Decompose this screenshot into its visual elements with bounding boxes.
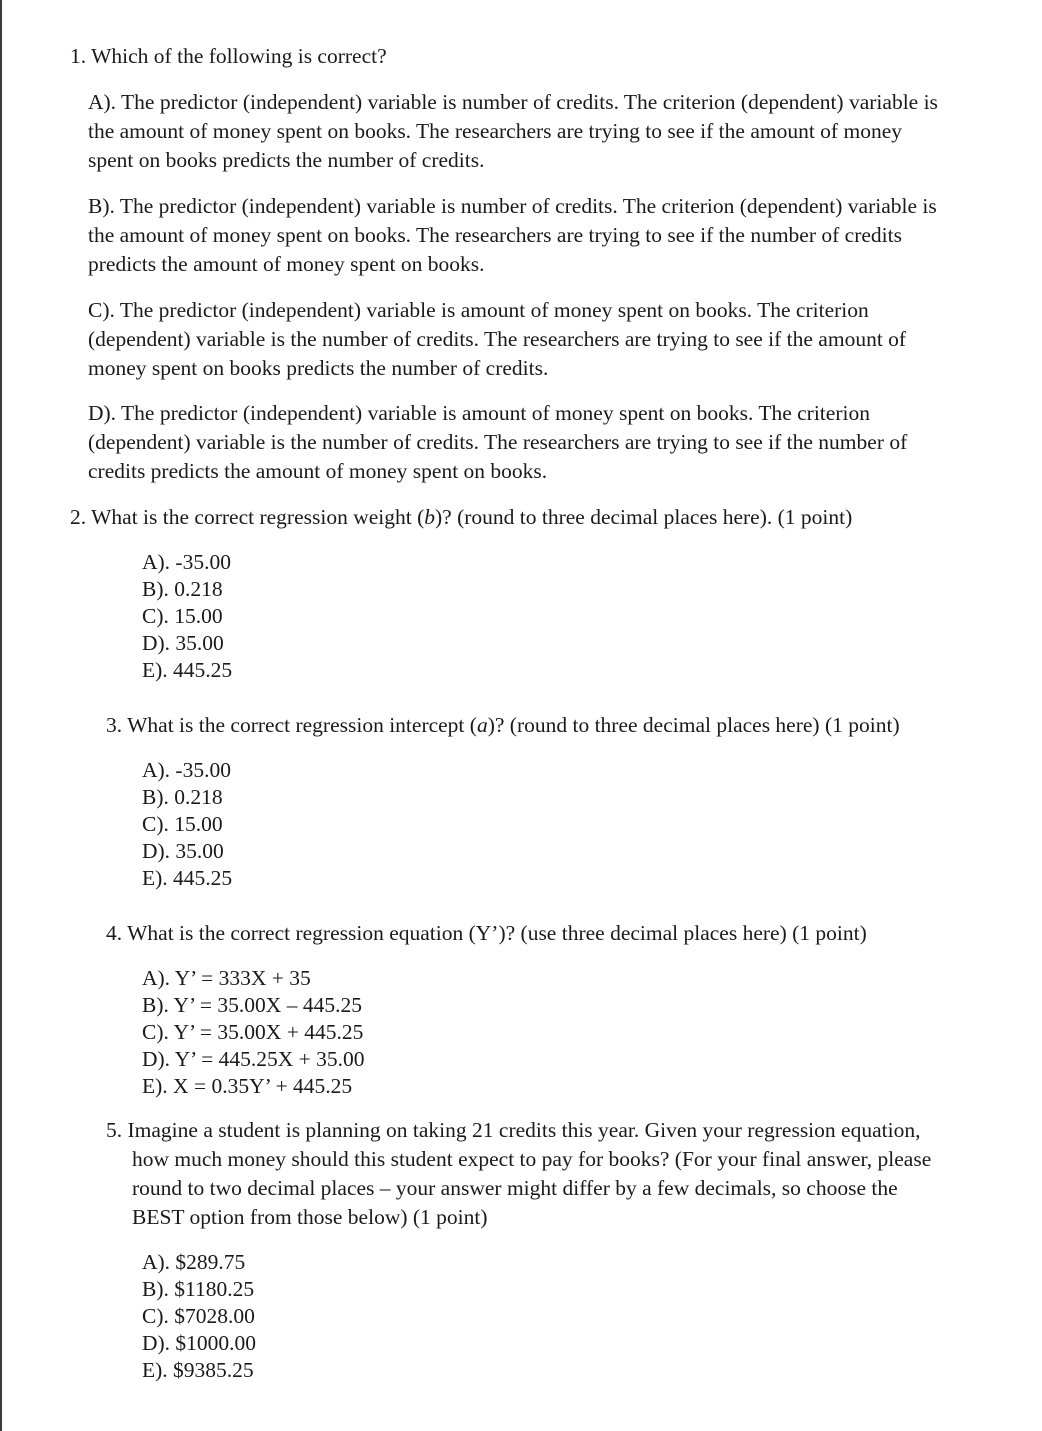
option-line: B). The predictor (independent) variable is number of credits. The criterion (dependent) variable is xyxy=(88,194,937,218)
question-5-option-c[interactable]: C). $7028.00 xyxy=(142,1304,255,1328)
question-2-stem xyxy=(70,503,852,532)
question-2-option-e[interactable]: E). 445.25 xyxy=(142,658,233,682)
question-3-option-e[interactable]: E). 445.25 xyxy=(142,866,233,890)
question-5-stem xyxy=(106,1116,920,1145)
option-line: credits predicts the amount of money spent on books. xyxy=(88,459,548,483)
question-text: )? (round to three decimal places here). (1 point) xyxy=(435,505,853,529)
variable-symbol: b xyxy=(424,505,435,529)
question-5-option-b[interactable]: B). $1180.25 xyxy=(142,1277,255,1301)
option-line: the amount of money spent on books. The researchers are trying to see if the amount of money xyxy=(88,119,902,143)
question-text: Which of the following is correct? xyxy=(91,44,387,68)
question-text: What is the correct regression intercept ( xyxy=(127,713,477,737)
option-line: D). The predictor (independent) variable is amount of money spent on books. The criterion xyxy=(88,401,870,425)
question-5-option-d[interactable]: D). $1000.00 xyxy=(142,1331,257,1355)
question-2-option-a[interactable]: A). -35.00 xyxy=(142,550,231,574)
question-number: 1. xyxy=(70,44,87,68)
question-5-stem-line: how much money should this student expect to pay for books? (For your final answer, please xyxy=(132,1147,932,1171)
question-5-stem-line: BEST option from those below) (1 point) xyxy=(132,1205,488,1229)
question-5-stem-line: round to two decimal places – your answer might differ by a few decimals, so choose the xyxy=(132,1176,898,1200)
question-text: What is the correct regression weight ( xyxy=(91,505,425,529)
question-number: 5. xyxy=(106,1118,123,1142)
left-border-rule xyxy=(0,0,2,1431)
question-text: )? (round to three decimal places here) (1 point) xyxy=(487,713,900,737)
question-5-option-e[interactable]: E). $9385.25 xyxy=(142,1358,254,1382)
question-3-stem xyxy=(106,711,900,740)
question-2-option-d[interactable]: D). 35.00 xyxy=(142,631,224,655)
question-number: 3. xyxy=(106,713,123,737)
option-line: C). The predictor (independent) variable is amount of money spent on books. The criterion xyxy=(88,298,869,322)
question-number: 4. xyxy=(106,921,123,945)
question-text: What is the correct regression equation (Y’)? (use three decimal places here) (1 point) xyxy=(127,921,867,945)
question-5-option-a[interactable]: A). $289.75 xyxy=(142,1250,246,1274)
option-line: (dependent) variable is the number of credits. The researchers are trying to see if the number of xyxy=(88,430,908,454)
option-line: A). The predictor (independent) variable is number of credits. The criterion (dependent) variable is xyxy=(88,90,938,114)
question-1-stem xyxy=(70,42,387,71)
question-4-option-e[interactable]: E). X = 0.35Y’ + 445.25 xyxy=(142,1074,353,1098)
option-line: predicts the amount of money spent on books. xyxy=(88,252,485,276)
option-line: money spent on books predicts the number of credits. xyxy=(88,356,549,380)
variable-symbol: a xyxy=(476,713,488,737)
question-3-option-c[interactable]: C). 15.00 xyxy=(142,812,223,836)
question-text: Imagine a student is planning on taking 21 credits this year. Given your regression equation, xyxy=(127,1118,921,1142)
question-number: 2. xyxy=(70,505,87,529)
question-3-option-a[interactable]: A). -35.00 xyxy=(142,758,231,782)
question-2-option-b[interactable]: B). 0.218 xyxy=(142,577,223,601)
option-line: spent on books predicts the number of credits. xyxy=(88,148,485,172)
option-line: the amount of money spent on books. The researchers are trying to see if the number of credits xyxy=(88,223,902,247)
question-4-option-d[interactable]: D). Y’ = 445.25X + 35.00 xyxy=(142,1047,365,1071)
question-4-option-c[interactable]: C). Y’ = 35.00X + 445.25 xyxy=(142,1020,364,1044)
question-3-option-d[interactable]: D). 35.00 xyxy=(142,839,224,863)
question-4-stem xyxy=(106,919,867,948)
question-4-option-b[interactable]: B). Y’ = 35.00X – 445.25 xyxy=(142,993,362,1017)
question-4-option-a[interactable]: A). Y’ = 333X + 35 xyxy=(142,966,311,990)
option-line: (dependent) variable is the number of credits. The researchers are trying to see if the amount of xyxy=(88,327,907,351)
question-3-option-b[interactable]: B). 0.218 xyxy=(142,785,223,809)
question-2-option-c[interactable]: C). 15.00 xyxy=(142,604,223,628)
